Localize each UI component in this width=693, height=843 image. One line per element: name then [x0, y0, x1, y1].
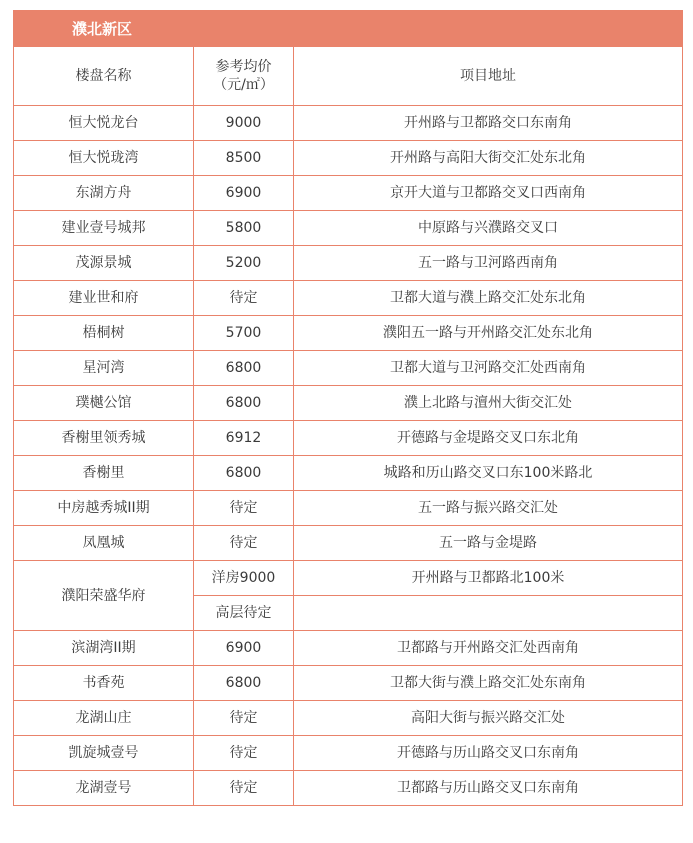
header-price-line1: 参考均价 — [215, 59, 272, 75]
cell-address: 高阳大街与振兴路交汇处 — [294, 701, 683, 736]
cell-address: 开州路与卫都路交口东南角 — [294, 106, 683, 141]
table-row — [14, 316, 683, 351]
table-row — [14, 246, 683, 281]
table-row — [14, 771, 683, 806]
cell-price: 待定 — [194, 526, 294, 561]
cell-price: 待定 — [194, 491, 294, 526]
cell-name: 茂源景城 — [14, 246, 194, 281]
cell-address: 濮上北路与澶州大街交汇处 — [294, 386, 683, 421]
cell-name: 星河湾 — [14, 351, 194, 386]
property-price-table-container — [13, 10, 682, 806]
table-row — [14, 176, 683, 211]
table-row — [14, 351, 683, 386]
header-row — [14, 47, 683, 106]
cell-name: 滨湖湾II期 — [14, 631, 194, 666]
cell-price: 待定 — [194, 736, 294, 771]
header-price — [194, 47, 294, 106]
cell-address: 五一路与振兴路交汇处 — [294, 491, 683, 526]
cell-name: 建业世和府 — [14, 281, 194, 316]
table-row — [14, 386, 683, 421]
table-row — [14, 456, 683, 491]
cell-name: 书香苑 — [14, 666, 194, 701]
cell-price: 5200 — [194, 246, 294, 281]
table-row — [14, 421, 683, 456]
section-title-row — [14, 11, 683, 47]
cell-price: 8500 — [194, 141, 294, 176]
cell-address: 卫都路与开州路交汇处西南角 — [294, 631, 683, 666]
table-row-merged-a — [14, 561, 683, 596]
cell-price: 待定 — [194, 281, 294, 316]
cell-address: 卫都大道与濮上路交汇处东北角 — [294, 281, 683, 316]
cell-address: 开德路与金堤路交叉口东北角 — [294, 421, 683, 456]
cell-address: 京开大道与卫都路交叉口西南角 — [294, 176, 683, 211]
cell-price: 洋房9000 — [194, 561, 294, 596]
cell-address: 开州路与卫都路北100米 — [294, 561, 683, 596]
cell-name: 龙湖壹号 — [14, 771, 194, 806]
cell-name: 中房越秀城II期 — [14, 491, 194, 526]
table-row — [14, 211, 683, 246]
cell-address: 五一路与卫河路西南角 — [294, 246, 683, 281]
cell-name-merged: 濮阳荣盛华府 — [14, 561, 194, 631]
cell-name: 梧桐树 — [14, 316, 194, 351]
table-row — [14, 736, 683, 771]
cell-name: 恒大悦龙台 — [14, 106, 194, 141]
cell-price: 6800 — [194, 666, 294, 701]
cell-address: 五一路与金堤路 — [294, 526, 683, 561]
cell-name: 恒大悦珑湾 — [14, 141, 194, 176]
cell-name: 凯旋城壹号 — [14, 736, 194, 771]
cell-name: 香榭里领秀城 — [14, 421, 194, 456]
section-title: 濮北新区 — [14, 11, 683, 47]
header-address: 项目地址 — [294, 47, 683, 106]
table-row — [14, 106, 683, 141]
cell-name: 东湖方舟 — [14, 176, 194, 211]
table-row — [14, 631, 683, 666]
cell-price: 6900 — [194, 176, 294, 211]
cell-address: 开德路与历山路交叉口东南角 — [294, 736, 683, 771]
cell-price: 待定 — [194, 701, 294, 736]
table-row — [14, 701, 683, 736]
table-row — [14, 491, 683, 526]
cell-address: 中原路与兴濮路交叉口 — [294, 211, 683, 246]
header-name: 楼盘名称 — [14, 47, 194, 106]
cell-address: 卫都路与历山路交叉口东南角 — [294, 771, 683, 806]
table-row — [14, 141, 683, 176]
cell-price: 5700 — [194, 316, 294, 351]
cell-price: 9000 — [194, 106, 294, 141]
cell-name: 凤凰城 — [14, 526, 194, 561]
cell-price: 6900 — [194, 631, 294, 666]
header-price-line2: （元/㎡） — [213, 77, 274, 93]
cell-price: 高层待定 — [194, 596, 294, 631]
cell-address: 城路和历山路交叉口东100米路北 — [294, 456, 683, 491]
cell-price: 待定 — [194, 771, 294, 806]
cell-price: 6800 — [194, 351, 294, 386]
cell-price: 6800 — [194, 386, 294, 421]
table-row — [14, 666, 683, 701]
table-row — [14, 281, 683, 316]
cell-name: 香榭里 — [14, 456, 194, 491]
table-row — [14, 526, 683, 561]
cell-price: 6800 — [194, 456, 294, 491]
cell-price: 6912 — [194, 421, 294, 456]
cell-name: 璞樾公馆 — [14, 386, 194, 421]
cell-address: 濮阳五一路与开州路交汇处东北角 — [294, 316, 683, 351]
cell-address: 开州路与高阳大街交汇处东北角 — [294, 141, 683, 176]
property-price-table — [13, 10, 683, 806]
cell-address-empty — [294, 596, 683, 631]
cell-name: 龙湖山庄 — [14, 701, 194, 736]
cell-address: 卫都大街与濮上路交汇处东南角 — [294, 666, 683, 701]
cell-price: 5800 — [194, 211, 294, 246]
cell-address: 卫都大道与卫河路交汇处西南角 — [294, 351, 683, 386]
cell-name: 建业壹号城邦 — [14, 211, 194, 246]
